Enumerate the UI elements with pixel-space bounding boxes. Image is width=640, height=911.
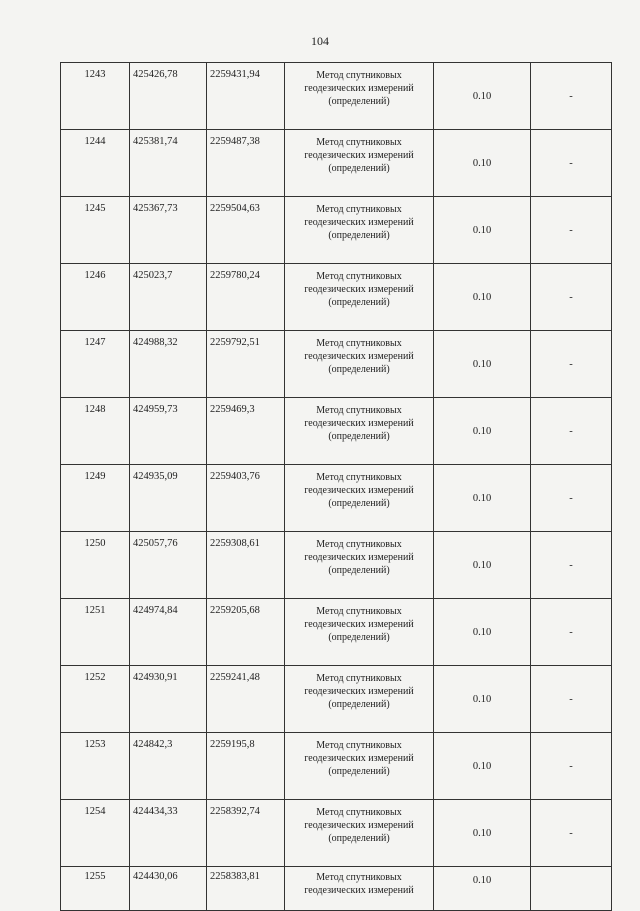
coordinates-table-body [61, 63, 612, 911]
method-cell [285, 331, 434, 398]
method-line: Метод спутниковых [316, 807, 402, 818]
method-cell [285, 867, 434, 911]
method-line: Метод спутниковых [316, 740, 402, 751]
precision-cell: 0.10 [434, 800, 531, 867]
point-number-cell: 1248 [61, 398, 130, 465]
method-line: (определений) [328, 565, 390, 576]
table-row [61, 599, 612, 666]
table-row [61, 733, 612, 800]
y-coordinate-cell: 2259205,68 [207, 599, 285, 666]
y-coordinate-cell: 2259241,48 [207, 666, 285, 733]
note-cell: - [531, 532, 612, 599]
method-line: Метод спутниковых [316, 405, 402, 416]
x-coordinate-cell: 424930,91 [130, 666, 207, 733]
method-line: (определений) [328, 766, 390, 777]
point-number-cell: 1255 [61, 867, 130, 911]
point-number-cell: 1250 [61, 532, 130, 599]
method-cell [285, 130, 434, 197]
precision-cell: 0.10 [434, 465, 531, 532]
point-number-cell: 1253 [61, 733, 130, 800]
method-line: (определений) [328, 498, 390, 509]
precision-cell: 0.10 [434, 599, 531, 666]
method-line: геодезических измерений [304, 418, 414, 429]
method-line: (определений) [328, 230, 390, 241]
y-coordinate-cell: 2259487,38 [207, 130, 285, 197]
table-row [61, 867, 612, 911]
method-line: геодезических измерений [304, 284, 414, 295]
method-cell [285, 264, 434, 331]
method-line: Метод спутниковых [316, 673, 402, 684]
x-coordinate-cell: 425023,7 [130, 264, 207, 331]
method-line: (определений) [328, 431, 390, 442]
method-line: (определений) [328, 833, 390, 844]
precision-cell: 0.10 [434, 532, 531, 599]
method-line: геодезических измерений [304, 686, 414, 697]
method-line: геодезических измерений [304, 217, 414, 228]
precision-cell: 0.10 [434, 867, 531, 911]
method-cell [285, 532, 434, 599]
method-line: (определений) [328, 632, 390, 643]
method-cell [285, 197, 434, 264]
note-cell: - [531, 130, 612, 197]
method-line: Метод спутниковых [316, 606, 402, 617]
note-cell: - [531, 666, 612, 733]
precision-cell: 0.10 [434, 63, 531, 130]
y-coordinate-cell: 2259431,94 [207, 63, 285, 130]
method-cell [285, 398, 434, 465]
method-cell [285, 733, 434, 800]
x-coordinate-cell: 425381,74 [130, 130, 207, 197]
note-cell: - [531, 63, 612, 130]
note-cell: - [531, 800, 612, 867]
method-line: геодезических измерений [304, 552, 414, 563]
y-coordinate-cell: 2259469,3 [207, 398, 285, 465]
table-row [61, 130, 612, 197]
note-cell: - [531, 733, 612, 800]
table-row [61, 264, 612, 331]
precision-cell: 0.10 [434, 197, 531, 264]
method-line: Метод спутниковых [316, 271, 402, 282]
method-line: геодезических измерений [304, 820, 414, 831]
method-line: Метод спутниковых [316, 137, 402, 148]
method-line: (определений) [328, 163, 390, 174]
table-row [61, 666, 612, 733]
method-line: Метод спутниковых [316, 539, 402, 550]
page-number: 104 [311, 34, 329, 48]
x-coordinate-cell: 425057,76 [130, 532, 207, 599]
point-number-cell: 1252 [61, 666, 130, 733]
table-row [61, 331, 612, 398]
note-cell: - [531, 197, 612, 264]
point-number-cell: 1247 [61, 331, 130, 398]
method-line: (определений) [328, 297, 390, 308]
method-line: Метод спутниковых [316, 338, 402, 349]
note-cell: - [531, 599, 612, 666]
y-coordinate-cell: 2259792,51 [207, 331, 285, 398]
precision-cell: 0.10 [434, 264, 531, 331]
note-cell: - [531, 398, 612, 465]
precision-cell: 0.10 [434, 130, 531, 197]
precision-cell: 0.10 [434, 733, 531, 800]
method-line: геодезических измерений [304, 150, 414, 161]
point-number-cell: 1243 [61, 63, 130, 130]
method-line: (определений) [328, 364, 390, 375]
method-cell [285, 63, 434, 130]
method-line: (определений) [328, 699, 390, 710]
method-line: Метод спутниковых [316, 70, 402, 81]
method-line: геодезических измерений [304, 753, 414, 764]
precision-cell: 0.10 [434, 398, 531, 465]
precision-cell: 0.10 [434, 331, 531, 398]
table-row [61, 398, 612, 465]
table-row [61, 800, 612, 867]
table-row [61, 63, 612, 130]
method-line: Метод спутниковых [316, 872, 402, 883]
y-coordinate-cell: 2259780,24 [207, 264, 285, 331]
method-cell [285, 599, 434, 666]
y-coordinate-cell: 2259504,63 [207, 197, 285, 264]
method-line: Метод спутниковых [316, 204, 402, 215]
point-number-cell: 1254 [61, 800, 130, 867]
note-cell: - [531, 465, 612, 532]
x-coordinate-cell: 424842,3 [130, 733, 207, 800]
note-cell: - [531, 331, 612, 398]
point-number-cell: 1244 [61, 130, 130, 197]
method-line: геодезических измерений [304, 485, 414, 496]
method-cell [285, 465, 434, 532]
x-coordinate-cell: 424935,09 [130, 465, 207, 532]
point-number-cell: 1251 [61, 599, 130, 666]
method-cell [285, 666, 434, 733]
method-line: геодезических измерений [304, 351, 414, 362]
y-coordinate-cell: 2258392,74 [207, 800, 285, 867]
coordinates-table [60, 62, 612, 911]
method-line: (определений) [328, 96, 390, 107]
x-coordinate-cell: 424959,73 [130, 398, 207, 465]
point-number-cell: 1249 [61, 465, 130, 532]
note-cell: - [531, 264, 612, 331]
method-line: геодезических измерений [304, 619, 414, 630]
x-coordinate-cell: 425367,73 [130, 197, 207, 264]
table-row [61, 532, 612, 599]
method-line: геодезических измерений [304, 885, 414, 896]
note-cell [531, 867, 612, 911]
table-row [61, 465, 612, 532]
method-cell [285, 800, 434, 867]
x-coordinate-cell: 424434,33 [130, 800, 207, 867]
precision-cell: 0.10 [434, 666, 531, 733]
x-coordinate-cell: 424988,32 [130, 331, 207, 398]
y-coordinate-cell: 2259195,8 [207, 733, 285, 800]
x-coordinate-cell: 424430,06 [130, 867, 207, 911]
x-coordinate-cell: 424974,84 [130, 599, 207, 666]
point-number-cell: 1246 [61, 264, 130, 331]
y-coordinate-cell: 2259308,61 [207, 532, 285, 599]
method-line: Метод спутниковых [316, 472, 402, 483]
method-line: геодезических измерений [304, 83, 414, 94]
x-coordinate-cell: 425426,78 [130, 63, 207, 130]
point-number-cell: 1245 [61, 197, 130, 264]
y-coordinate-cell: 2259403,76 [207, 465, 285, 532]
table-row [61, 197, 612, 264]
y-coordinate-cell: 2258383,81 [207, 867, 285, 911]
